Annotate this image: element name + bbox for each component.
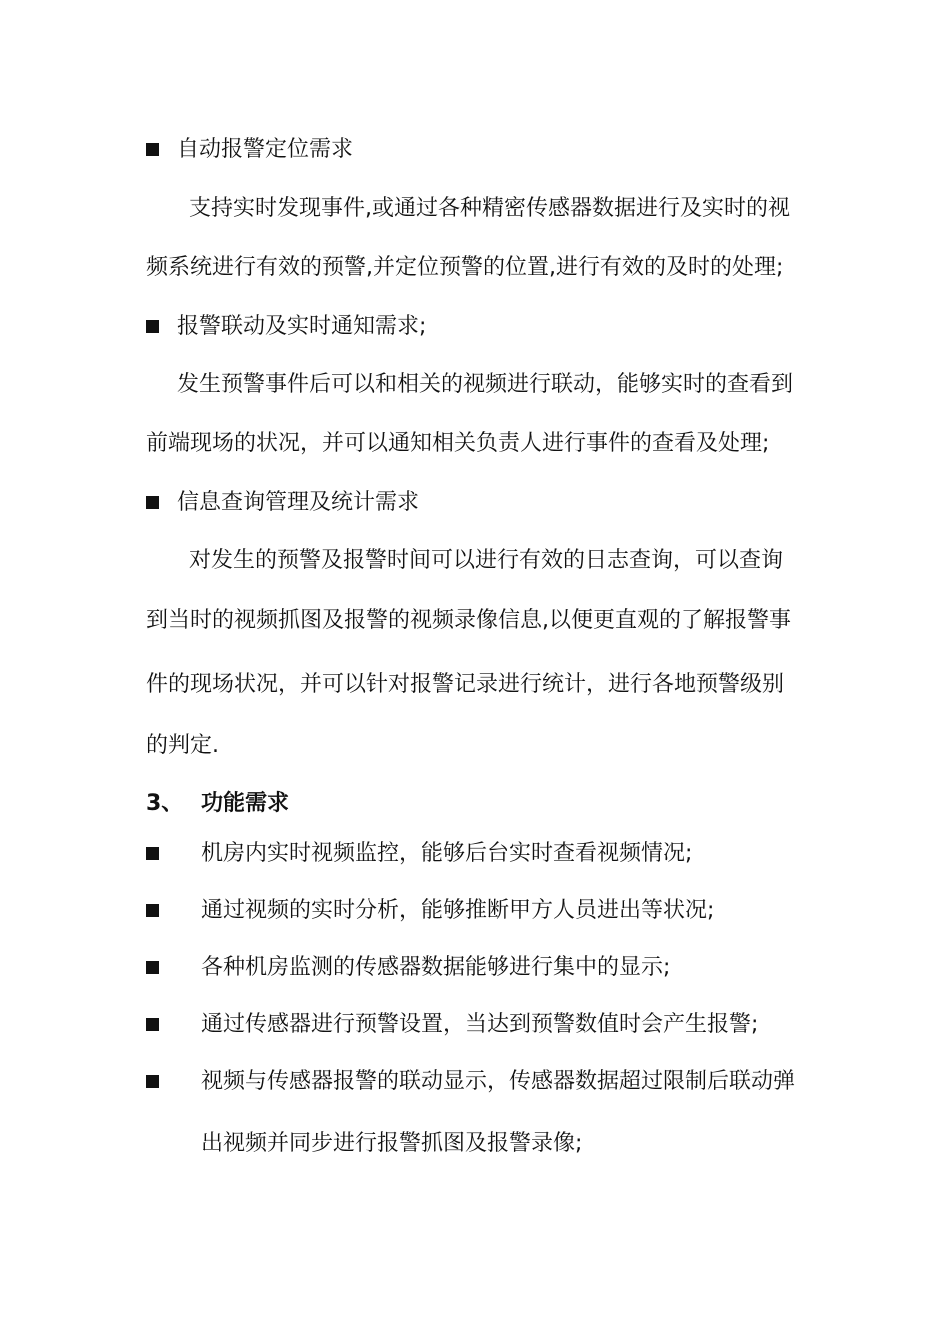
bullet-square-icon <box>146 847 159 860</box>
paragraph-line: 到当时的视频抓图及报警的视频录像信息,以便更直观的了解报警事 <box>146 608 791 633</box>
paragraph-line: 前端现场的状况，并可以通知相关负责人进行事件的查看及处理; <box>146 431 770 456</box>
function-item: 通过传感器进行预警设置，当达到预警数值时会产生报警; <box>201 1012 759 1037</box>
function-item-continuation: 出视频并同步进行报警抓图及报警录像; <box>201 1131 583 1156</box>
function-item: 通过视频的实时分析，能够推断甲方人员进出等状况; <box>201 898 715 923</box>
bullet-square-icon <box>146 904 159 917</box>
bullet-square-icon <box>146 1075 159 1088</box>
function-item: 各种机房监测的传感器数据能够进行集中的显示; <box>201 955 671 980</box>
section-heading: 自动报警定位需求 <box>177 137 354 162</box>
section-heading: 信息查询管理及统计需求 <box>177 490 420 515</box>
paragraph-line: 频系统进行有效的预警,并定位预警的位置,进行有效的及时的处理; <box>146 255 784 280</box>
paragraph-line: 发生预警事件后可以和相关的视频进行联动，能够实时的查看到 <box>177 372 794 397</box>
section-title: 功能需求 <box>201 791 290 816</box>
section-number: 3、 <box>146 791 184 816</box>
paragraph-line: 支持实时发现事件,或通过各种精密传感器数据进行及实时的视 <box>189 196 790 221</box>
bullet-square-icon <box>146 496 159 509</box>
paragraph-line: 的判定. <box>146 733 219 758</box>
paragraph-line: 件的现场状况，并可以针对报警记录进行统计，进行各地预警级别 <box>146 672 785 697</box>
section-heading: 报警联动及实时通知需求; <box>177 314 427 339</box>
paragraph-line: 对发生的预警及报警时间可以进行有效的日志查询，可以查询 <box>189 548 784 573</box>
function-item: 视频与传感器报警的联动显示，传感器数据超过限制后联动弹 <box>201 1069 796 1094</box>
bullet-square-icon <box>146 1018 159 1031</box>
bullet-square-icon <box>146 320 159 333</box>
bullet-square-icon <box>146 143 159 156</box>
bullet-square-icon <box>146 961 159 974</box>
function-item: 机房内实时视频监控，能够后台实时查看视频情况; <box>201 841 693 866</box>
